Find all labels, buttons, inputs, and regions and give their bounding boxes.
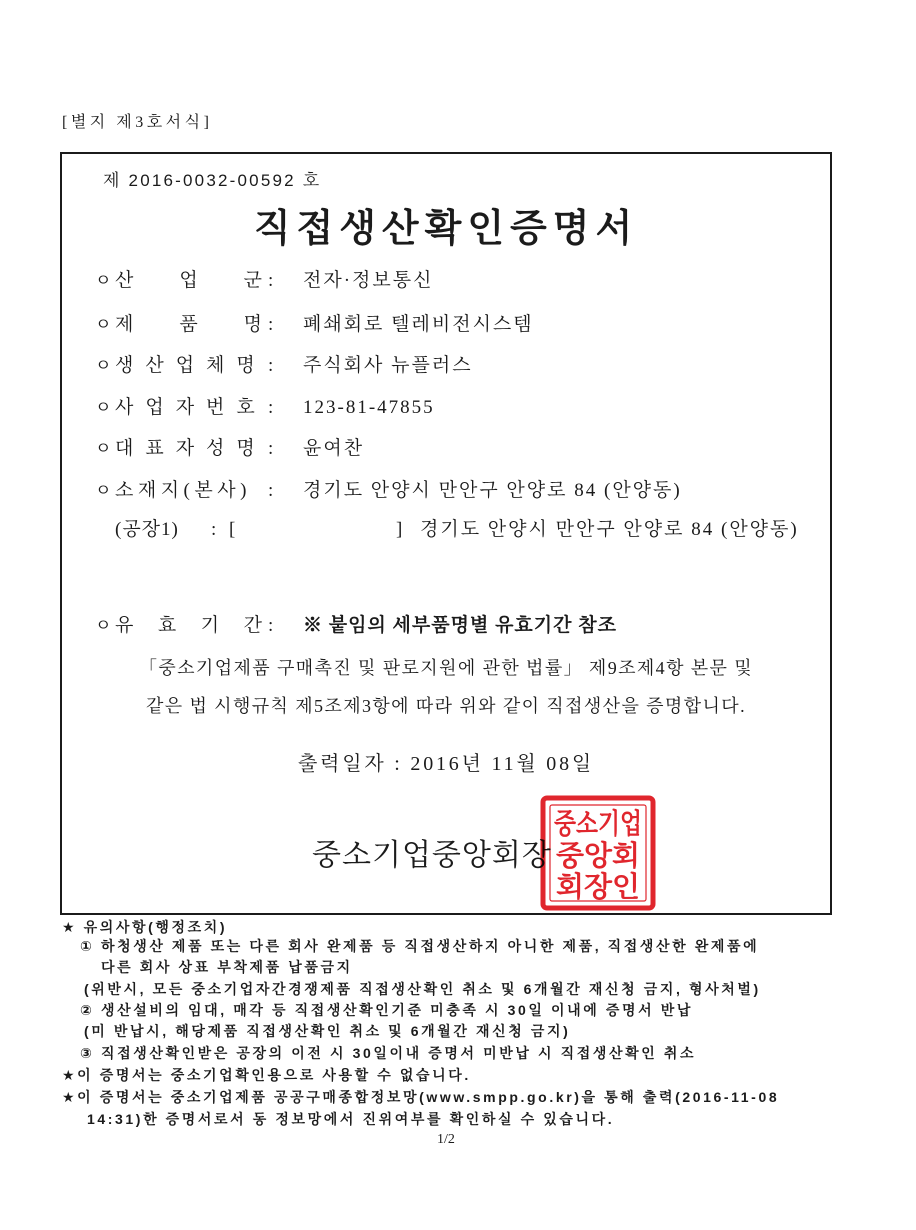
field-row-headquarters xyxy=(0,477,916,505)
note-line: (미 반납시, 해당제품 직접생산확인 취소 및 6개월간 재신청 금지) xyxy=(84,1023,571,1039)
note-line: ② 생산설비의 임대, 매각 등 직접생산확인기준 미충족 시 30일 이내에 증명서 반납 xyxy=(80,1002,693,1018)
disclaimer-line: ★이 증명서는 중소기업제품 공공구매종합정보망(www.smpp.go.kr)을 통해 출력(2016-11-08 xyxy=(62,1089,780,1105)
field-value: 윤여찬 xyxy=(303,438,365,459)
field-label: 대표자성명 xyxy=(115,438,267,459)
field-colon: : xyxy=(211,519,217,540)
seal-text: 회장인 xyxy=(556,870,640,903)
statement-line: 같은 법 시행규칙 제5조제3항에 따라 위와 같이 직접생산을 증명합니다. xyxy=(146,696,746,716)
field-value: 전자·정보통신 xyxy=(303,270,434,291)
form-label: [별지 제3호서식] xyxy=(62,114,213,131)
field-row-business-number xyxy=(0,394,916,422)
note-line: ③ 직접생산확인받은 공장의 이전 시 30일이내 증명서 미반납 시 직접생산확인 취소 xyxy=(80,1045,697,1061)
field-colon: : xyxy=(268,438,274,459)
field-label: 산 업 군 xyxy=(115,270,262,291)
factory-address: 경기도 안양시 만안구 안양로 84 (안양동) xyxy=(420,519,799,540)
field-colon: : xyxy=(268,355,274,376)
notes-heading: ★ 유의사항(행정조치) xyxy=(62,919,228,935)
field-value: 123-81-47855 xyxy=(303,397,435,418)
issuer-name: 중소기업중앙회장 xyxy=(312,839,552,872)
certificate-number: 제 2016-0032-00592 호 xyxy=(103,171,322,190)
field-row-factory xyxy=(0,516,916,544)
row-bullet: ㅇ xyxy=(95,315,112,334)
official-seal xyxy=(540,795,656,911)
field-colon: : xyxy=(268,270,274,291)
row-bullet: ㅇ xyxy=(95,439,112,458)
factory-label: (공장1) xyxy=(115,519,179,540)
row-bullet: ㅇ xyxy=(95,356,112,375)
disclaimer-line: ★이 증명서는 중소기업확인용으로 사용할 수 없습니다. xyxy=(62,1067,471,1083)
field-label: 제 품 명 xyxy=(115,314,262,335)
field-label: 사업자번호 xyxy=(115,397,267,418)
page-number: 1/2 xyxy=(437,1132,455,1147)
seal-text: 중소기업 xyxy=(554,807,642,840)
field-colon: : xyxy=(268,314,274,335)
field-value: 폐쇄회로 텔레비전시스템 xyxy=(303,314,534,335)
note-line: (위반시, 모든 중소기업자간경쟁제품 직접생산확인 취소 및 6개월간 재신청 금지, 형사처벌) xyxy=(84,981,761,997)
field-row-validity xyxy=(0,612,916,640)
field-value: ※ 붙임의 세부품명별 유효기간 참조 xyxy=(303,615,617,636)
seal-text: 중앙회 xyxy=(556,839,640,872)
field-value: 주식회사 뉴플러스 xyxy=(303,355,473,376)
field-row-product xyxy=(0,311,916,339)
row-bullet: ㅇ xyxy=(95,271,112,290)
disclaimer-line: 14:31)한 증명서로서 동 정보망에서 진위여부를 확인하실 수 있습니다. xyxy=(87,1111,615,1127)
field-colon: : xyxy=(268,615,274,636)
field-value: 경기도 안양시 만안구 안양로 84 (안양동) xyxy=(303,480,682,501)
print-date: 출력일자 : 2016년 11월 08일 xyxy=(297,753,595,775)
note-line: 다른 회사 상표 부착제품 납품금지 xyxy=(101,959,353,975)
field-row-representative xyxy=(0,435,916,463)
field-label: 생산업체명 xyxy=(115,355,267,376)
row-bullet: ㅇ xyxy=(95,398,112,417)
row-bullet: ㅇ xyxy=(95,481,112,500)
field-label: 소재지(본사) xyxy=(115,480,251,501)
field-colon: : xyxy=(268,397,274,418)
field-colon: : xyxy=(268,480,274,501)
field-label: 유 효 기 간 xyxy=(115,615,262,636)
certificate-title: 직접생산확인증명서 xyxy=(253,208,639,250)
statement-line: 「중소기업제품 구매촉진 및 판로지원에 관한 법률」 제9조제4항 본문 및 xyxy=(138,658,754,678)
field-row-industry xyxy=(0,267,916,295)
row-bullet: ㅇ xyxy=(95,616,112,635)
factory-bracket-close: ] xyxy=(396,519,403,540)
factory-bracket-open: [ xyxy=(229,519,236,540)
field-row-company xyxy=(0,352,916,380)
note-line: ① 하청생산 제품 또는 다른 회사 완제품 등 직접생산하지 아니한 제품, 직접생산한 완제품에 xyxy=(80,938,760,954)
